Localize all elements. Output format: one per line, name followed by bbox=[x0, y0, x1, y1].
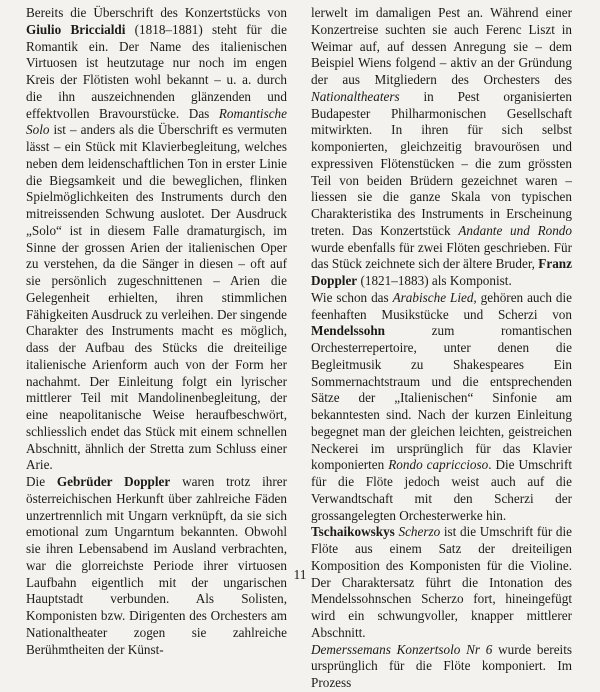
briccialdi-paragraph bbox=[26, 5, 287, 474]
work-title: Andante und Rondo bbox=[458, 222, 572, 238]
composer-name: Gebrüder Doppler bbox=[56, 474, 171, 489]
text-run: waren trotz ihrer österreichischen Herkunft über zahlreiche Fäden unzertrennlich mit Ungarn verknüpft, da sie sich emotional zum Ungarntum bekannten. Obwohl sie ihren Lebensabend im Ausland verbrachten, war die glorreichste Periode ihrer virtuosen Laufbahn eigentlich mit der ungarischen Hauptstadt verbunden. Als Solisten, Komponisten bzw. Dirigenten des Orchesters am Nationaltheater zogen sie zahlreiche Berühmtheiten der Künst- bbox=[26, 474, 288, 657]
text-run: Wie schon das bbox=[311, 289, 393, 305]
text-run: (1821–1883) als Komponist. bbox=[357, 273, 512, 288]
institution-name: Nationaltheaters bbox=[311, 88, 400, 104]
doppler-continued-paragraph bbox=[311, 5, 572, 290]
text-run: wurde ebenfalls für zwei Flöten geschrieben. Für das Stück zeichnete sich der ältere Bruder, bbox=[311, 239, 572, 272]
page-number: 11 bbox=[293, 567, 307, 582]
left-column bbox=[26, 5, 287, 658]
text-run: in Pest organisierten Budapester Philharmonischen Gesellschaft mitwirkten. In ihren für sich selbst komponierten, gleichzeitig bravourösen und expressiven Flötenstücken – die zum grössten Teil von beiden Brüdern gezeichnet waren – liessen sie die ganze Skala von typischen Charakteristika des Instruments in Erscheinung treten. Das Konzertstück bbox=[311, 88, 572, 238]
text-run: gehören auch die feenhaften Musikstücke und Scherzi von bbox=[311, 289, 573, 322]
text-run: ist die Umschrift für die Flöte aus einem Satz der dreiteiligen Komposition des Komponisten für die Violine. Der Charaktersatz führt die Intonation des Mendelssohnschen Scherzo fort, hineingefügt wird ein schwungvoller, knapper mittlerer Abschnitt. bbox=[311, 524, 573, 640]
text-run: zum romantischen Orchesterrepertoire, unter denen die Begleitmusik zu Shakespeares Ein Sommernachtstraum und die entsprechenden Sätze der „Italienischen“ Sinfonie am bekanntesten sind. Nach der kurzen Einleitung begegnet man der gleichen leichten, geistreichen Neckerei im ursprünglich für das Klavier komponierten bbox=[311, 323, 572, 473]
right-column bbox=[311, 5, 572, 692]
work-title: Arabische Lied, bbox=[392, 289, 477, 305]
text-run: lerwelt im damaligen Pest an. Während einer Konzertreise suchten sie auch Ferenc Liszt in Weimar auf, auf dessen Anregung sie – dem Beispiel Wiens folgend – aktiv an der Gründung der aus Mitgliedern des Orchesters des bbox=[311, 5, 572, 87]
composer-name: Mendelssohn bbox=[311, 323, 386, 339]
composer-name: Tschaikowskys bbox=[311, 524, 395, 540]
work-title: Rondo capriccioso bbox=[388, 457, 489, 473]
composer-name: Giulio Briccialdi bbox=[26, 21, 126, 37]
work-title: Demerssemans Konzertsolo Nr 6 bbox=[311, 641, 493, 657]
text-run: ist – anders als die Überschrift es vermuten lässt – ein Stück mit Klavierbegleitung, welches neben dem leidenschaftlichen Ton in erster Linie die Biegsamkeit und die beweglichen, flinken Spielmöglichkeiten des Instruments durch den mitreissenden Schwung auslotet. Der Ausdruck „Solo“ ist in diesem Falle dramaturgisch, im Sinne der grossen Arien der italienischen Oper zu verstehen, da die Sänger in diesen – oft auf sie persönlich zugeschnittenen – Arien die Gelegenheit erhielten, ihren stimmlichen Fähigkeiten Ausdruck zu verleihen. Der singende Charakter des Instruments macht es möglich, dass der Aufbau des Stücks die dreiteilige italienische Arienform auch von der Form her nachahmt. Der Einleitung folgt ein lyrischer mittlerer Teil mit Mandolinenbegleitung, der eine neapolitanische Weise heraufbeschwört, schliesslich endet das Stück mit einem schnellen Abschnitt, ähnlich der Stretta zum Schluss einer Arie. bbox=[26, 122, 287, 473]
text-run: wurde bereits ursprünglich für die Flöte komponiert. Im Prozess bbox=[311, 641, 573, 690]
text-run: Die bbox=[26, 474, 57, 489]
work-title: Scherzo bbox=[398, 524, 441, 540]
composer-name: Franz Doppler bbox=[311, 256, 572, 288]
text-run: . Die Umschrift für die Flöte jedoch weist auch auf die Verwandtschaft mit den Scherzi der grossangelegten Orchesterwerke hin. bbox=[311, 457, 572, 523]
work-title: Romantische Solo bbox=[26, 105, 287, 138]
text-run: (1818–1881) steht für die Romantik ein. Der Name des italienischen Virtuosen ist heutzutage nur noch im engen Kreis der Flötisten wohl bekannt – u. a. durch die ihn auszeichnenden glänzenden und effektvollen Bravourstücke. Das bbox=[26, 21, 287, 121]
demerssemans-paragraph bbox=[311, 642, 572, 692]
mendelssohn-paragraph bbox=[311, 290, 572, 525]
text-run: Bereits die Überschrift des Konzertstücks von bbox=[26, 5, 287, 20]
